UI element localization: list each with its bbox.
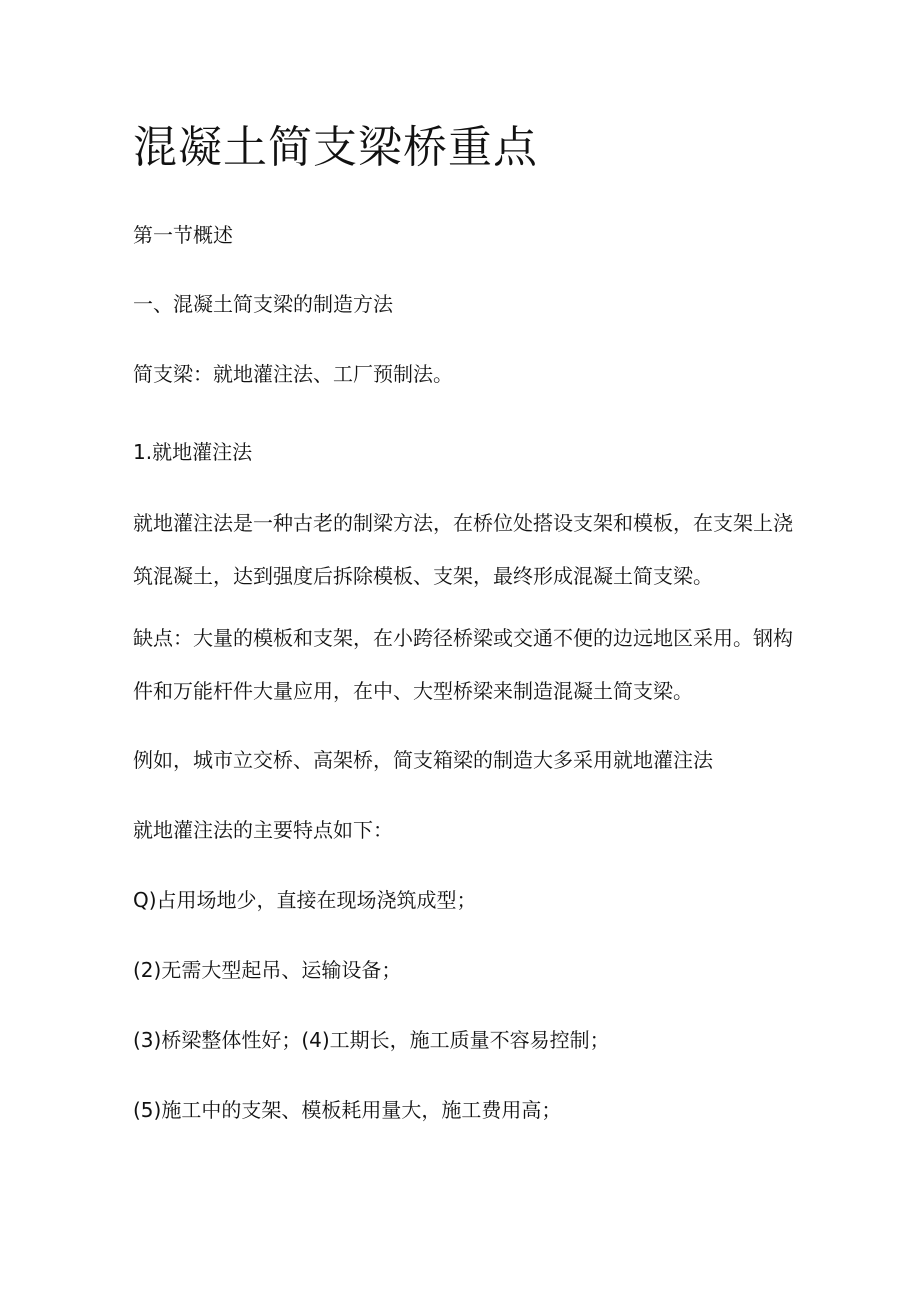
list-item: (3)桥梁整体性好；(4)工期长，施工质量不容易控制； [133, 1028, 610, 1052]
list-item: (5)施工中的支架、模板耗用量大，施工费用高； [133, 1098, 562, 1122]
list-item: Q)占用场地少，直接在现场浇筑成型； [133, 888, 477, 912]
subsection-heading: 一、混凝土简支梁的制造方法 [133, 292, 393, 316]
paragraph: 就地灌注法的主要特点如下： [133, 818, 393, 842]
section-heading: 第一节概述 [133, 223, 233, 247]
paragraph: 例如，城市立交桥、高架桥，简支箱梁的制造大多采用就地灌注法 [133, 748, 713, 772]
paragraph: 简支梁：就地灌注法、工厂预制法。 [133, 362, 453, 386]
subsection-heading: 1.就地灌注法 [133, 440, 253, 464]
paragraph: 就地灌注法是一种古老的制梁方法，在桥位处搭设支架和模板，在支架上浇筑混凝土，达到强度后拆除模板、支架，最终形成混凝土简支梁。 [133, 511, 793, 588]
document-title: 混凝土简支梁桥重点 [133, 122, 538, 173]
list-item: (2)无需大型起吊、运输设备； [133, 958, 402, 982]
paragraph: 缺点：大量的模板和支架，在小跨径桥梁或交通不便的边远地区采用。钢构件和万能杆件大量应用，在中、大型桥梁来制造混凝土简支梁。 [133, 626, 793, 703]
